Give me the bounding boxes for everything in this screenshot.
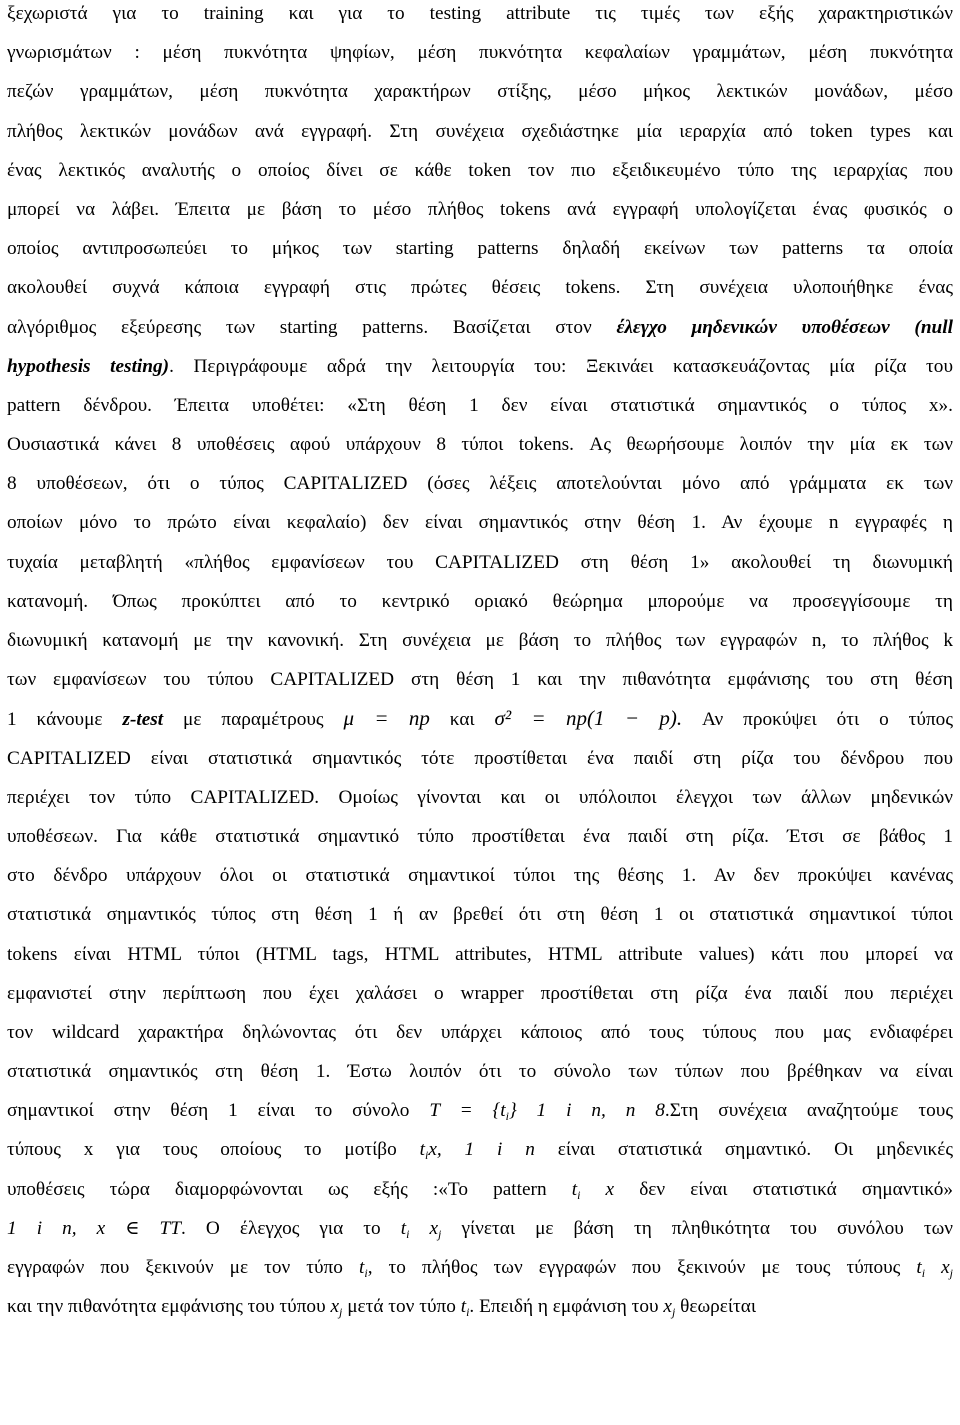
- text-run: , το πλήθος των εγγραφών που ξεκινούν με τους τύπους: [367, 1257, 901, 1278]
- text-run: εγγραφών που ξεκινούν με τον τύπο: [7, 1257, 343, 1278]
- text-line: των εμφανίσεων του τύπου CAPITALIZED στη θέση 1 και την πιθανότητα εμφάνισης του στη θέση: [7, 669, 953, 691]
- math-subscript: j: [438, 1226, 442, 1241]
- math-subscript: j: [949, 1266, 953, 1280]
- math-part: x: [663, 1296, 672, 1318]
- text-line: στατιστικά σημαντικός τύπος στη θέση 1 ή αν βρεθεί ότι στη θέση 1 οι στατιστικά σημαντικοί τύποι: [7, 904, 953, 926]
- text-run: και την πιθανότητα εμφάνισης του τύπου: [7, 1296, 326, 1318]
- text-run: υποθέσεις τώρα διαμορφώνονται ως εξής :«Το pattern: [7, 1178, 547, 1200]
- text-line: [7, 308, 953, 347]
- text-line: ακολουθεί συχνά κάποια εγγραφή στις πρώτες θέσεις tokens. Στη συνέχεια υλοποιήθηκε ένας: [7, 277, 953, 299]
- text-line: [7, 1248, 953, 1287]
- text-line: κατανομή. Όπως προκύπτει από το κεντρικό οριακό θεώρημα μπορούμε να προσεγγίσουμε τη: [7, 590, 953, 612]
- math-part: T = {t: [429, 1100, 506, 1122]
- math-part: t: [571, 1178, 578, 1200]
- math-mu-equation: μ = np: [343, 706, 430, 731]
- text-run: αλγόριθμος εξεύρεσης των starting patterns. Βασίζεται στον: [7, 316, 592, 338]
- text-line: ξεχωριστά για το training και για το testing attribute τις τιμές των εξής χαρακτηριστικών: [7, 3, 953, 24]
- text-run: σημαντικοί στην θέση 1 είναι το σύνολο: [7, 1100, 410, 1122]
- math-subscript: i: [466, 1305, 470, 1320]
- math-subscript: i: [505, 1109, 509, 1124]
- text-line: [7, 1209, 953, 1248]
- text-line: [7, 1170, 953, 1209]
- text-run: 1 κάνουμε: [7, 709, 103, 731]
- math-part: t: [358, 1257, 365, 1278]
- math-condition: 1 i n, x ∈ TT: [7, 1217, 182, 1239]
- math-subscript: i: [424, 1148, 429, 1163]
- math-xj: [330, 1296, 343, 1320]
- text-line: Ουσιαστικά κάνει 8 υποθέσεις αφού υπάρχουν 8 τύποι tokens. Ας θεωρήσουμε λοιπόν την μία εκ των: [7, 434, 953, 456]
- text-line: τυχαία μεταβλητή «πλήθος εμφανίσεων του CAPITALIZED στη θέση 1» ακολουθεί τη διωνυμική: [7, 551, 953, 573]
- text-run: δεν είναι στατιστικά σημαντικό»: [639, 1178, 953, 1200]
- text-line: εμφανιστεί στην περίπτωση που έχει χαλάσει ο wrapper προστίθεται στη ρίζα ένα παιδί που περιέχει: [7, 982, 953, 1004]
- text-line: οποίος αντιπροσωπεύει το μήκος των starting patterns δηλαδή εκείνων των patterns τα οποία: [7, 238, 953, 260]
- math-pattern: [419, 1139, 535, 1163]
- math-sigma-equation: σ² = np(1 − p).: [494, 706, 683, 731]
- text-line: ένας λεκτικός αναλυτής ο οποίος δίνει σε κάθε token τον πιο εξειδικευμένο τύπο της ιεραρχίας που: [7, 159, 953, 181]
- text-run: .Στη συνέχεια αναζητούμε τους: [664, 1100, 953, 1122]
- math-subscript: i: [921, 1266, 926, 1280]
- math-subscript: i: [577, 1187, 581, 1202]
- math-part: x: [925, 1257, 950, 1278]
- text-line: [7, 699, 953, 738]
- text-run: . Επειδή η εμφάνιση του: [469, 1296, 659, 1318]
- text-line: [7, 1130, 953, 1169]
- text-line: οποίων μόνο το πρώτο είναι κεφαλαίο) δεν είναι σημαντικός στην θέση 1. Αν έχουμε n εγγραφές η: [7, 512, 953, 534]
- math-pattern: [572, 1179, 614, 1200]
- math-part: } 1 i n, n 8: [508, 1100, 665, 1122]
- math-part: x: [330, 1296, 340, 1318]
- text-line: διωνυμική κατανομή με την κανονική. Στη συνέχεια με βάση το πλήθος των εγγραφών n, το πλήθος k: [7, 630, 953, 651]
- text-line: υποθέσεων. Για κάθε στατιστικά σημαντικό τύπο προστίθεται ένα παιδί στη ρίζα. Έτσι σε βάθος 1: [7, 825, 953, 847]
- math-set-T: [429, 1100, 665, 1124]
- math-tixj: [401, 1218, 442, 1239]
- text-line: στο δένδρο υπάρχουν όλοι οι στατιστικά σημαντικοί τύποι της θέσης 1. Αν δεν προκύψει κανένας: [7, 865, 953, 887]
- math-part: t: [916, 1257, 922, 1278]
- math-part: x: [580, 1178, 615, 1200]
- text-line: πλήθος λεκτικών μονάδων ανά εγγραφή. Στη συνέχεια σχεδιάστηκε μία ιεραρχία από token types και: [7, 120, 953, 142]
- text-line: [7, 347, 953, 386]
- text-run: Αν προκύψει ότι ο τύπος: [702, 709, 953, 731]
- math-ti: [359, 1257, 368, 1278]
- math-part: t: [400, 1217, 407, 1239]
- text-run: γίνεται με βάση τη πληθικότητα του συνόλου των: [461, 1217, 954, 1239]
- text-line: 8 υποθέσεων, ότι ο τύπος CAPITALIZED (όσες λέξεις αποτελούνται μόνο από γράμματα εκ των: [7, 473, 953, 495]
- text-run: με παραμέτρους: [183, 709, 324, 731]
- text-line: γνωρισμάτων : μέση πυκνότητα ψηφίων, μέση πυκνότητα κεφαλαίων γραμμάτων, μέση πυκνότητα: [7, 42, 953, 64]
- math-subscript: i: [364, 1266, 368, 1280]
- text-line: περιέχει τον τύπο CAPITALIZED. Ομοίως γίνονται και οι υπόλοιποι έλεγχοι των άλλων μηδενικών: [7, 786, 953, 808]
- text-line: μπορεί να λάβει. Έπειτα με βάση το μέσο πλήθος tokens ανά εγγραφή υπολογίζεται ένας φυσικός ο: [7, 198, 953, 220]
- ztest-text: z-test: [122, 709, 164, 731]
- text-run: θεωρείται: [680, 1296, 757, 1318]
- text-line: τον wildcard χαρακτήρα δηλώνοντας ότι δεν υπάρχει κάποιος από τους τύπους που μας ενδιαφέρει: [7, 1021, 953, 1043]
- math-part: x, 1 i n: [428, 1139, 535, 1161]
- text-line: στατιστικά σημαντικός στη θέση 1. Έστω λοιπόν ότι το σύνολο των τύπων που βρέθηκαν να είναι: [7, 1061, 953, 1083]
- math-part: t: [419, 1139, 425, 1161]
- text-run: τύπους x για τους οποίους το μοτίβο: [7, 1139, 397, 1161]
- text-line: pattern δένδρου. Έπειτα υποθέτει: «Στη θέση 1 δεν είναι στατιστικά σημαντικός ο τύπος x».: [7, 394, 953, 416]
- text-line: πεζών γραμμάτων, μέση πυκνότητα χαρακτήρων στίξης, μέσο μήκος λεκτικών μονάδων, μέσο: [7, 81, 953, 103]
- emphasis-text: έλεγχο μηδενικών υποθέσεων (null: [616, 316, 953, 338]
- math-tixj: [916, 1257, 953, 1278]
- text-line: [7, 1287, 953, 1326]
- text-run: μετά τον τύπο: [347, 1296, 456, 1318]
- text-line: tokens είναι HTML τύποι (HTML tags, HTML attributes, HTML attribute values) κάτι που μπορεί να: [7, 943, 953, 965]
- text-line: CAPITALIZED είναι στατιστικά σημαντικός τότε προστίθεται ένα παιδί στη ρίζα του δένδρου που: [7, 747, 953, 769]
- math-subscript: j: [671, 1305, 676, 1320]
- math-part: t: [460, 1296, 467, 1318]
- text-run: και: [449, 709, 475, 731]
- text-line: [7, 1091, 953, 1130]
- text-run: είναι στατιστικά σημαντικό. Οι μηδενικές: [557, 1139, 954, 1161]
- math-subscript: i: [406, 1226, 410, 1241]
- emphasis-text: hypothesis testing): [7, 355, 170, 377]
- math-part: x: [409, 1217, 439, 1239]
- text-run: . Περιγράφουμε αδρά την λειτουργία του: Ξεκινάει κατασκευάζοντας μία ρίζα του: [169, 355, 953, 377]
- document-page: [7, 0, 953, 1326]
- text-run: . Ο έλεγχος για το: [181, 1217, 381, 1239]
- math-xj: [663, 1296, 676, 1320]
- math-subscript: j: [339, 1305, 343, 1320]
